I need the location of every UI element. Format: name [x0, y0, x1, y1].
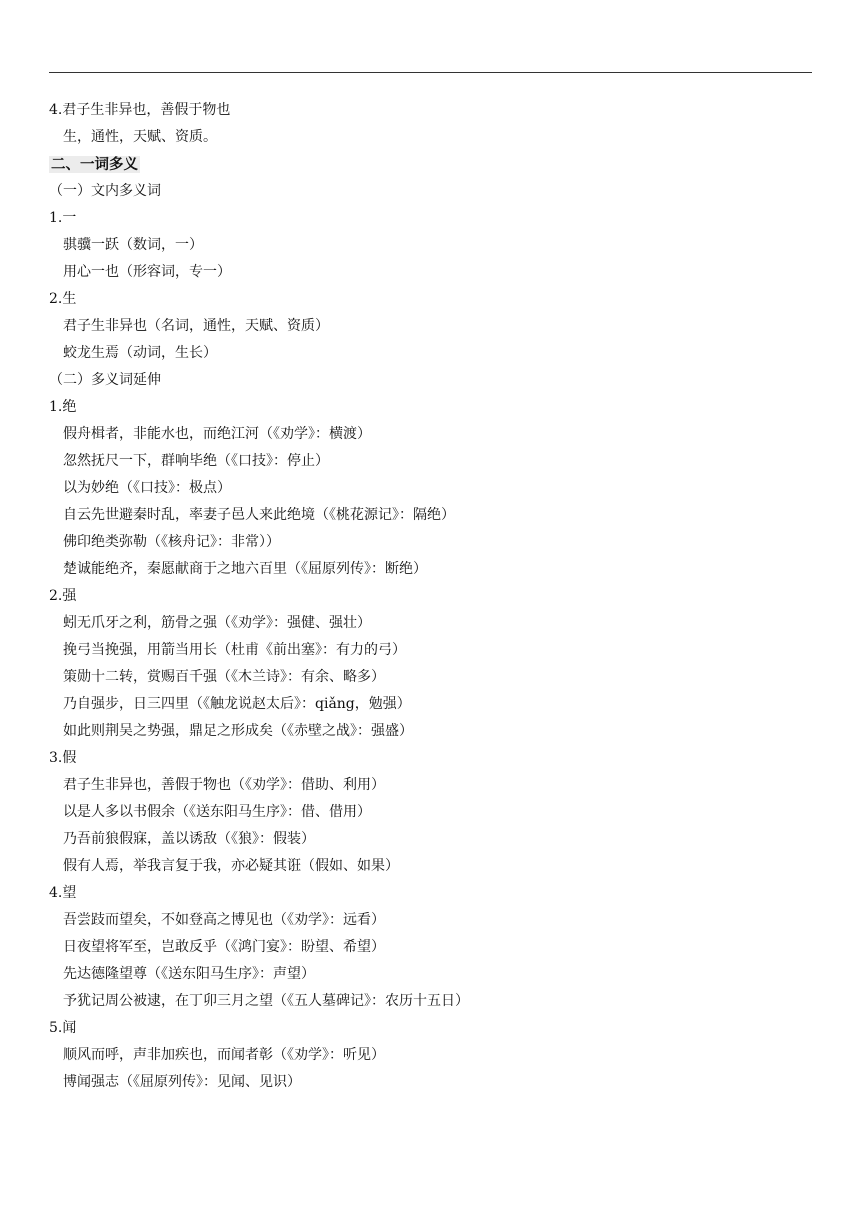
item-4-note: 生，通性，天赋、资质。	[63, 129, 217, 145]
example-line: 博闻强志（《屈原列传》：见闻、见识）	[63, 1074, 301, 1090]
example-line: 君子生非异也，善假于物也（《劝学》：借助、利用）	[63, 777, 385, 793]
example-line: 予犹记周公被逮，在丁卯三月之望（《五人墓碑记》：农历十五日）	[63, 993, 469, 1009]
example-line: 假有人焉，举我言复于我，亦必疑其诳（假如、如果）	[63, 858, 399, 874]
section-heading	[49, 151, 819, 178]
subsection-title-1: （一）文内多义词	[49, 183, 161, 199]
example-line: 挽弓当挽强，用箭当用长（杜甫《前出塞》：有力的弓）	[63, 642, 406, 658]
example-line: 假舟楫者，非能水也，而绝江河（《劝学》：横渡）	[63, 426, 371, 442]
header-rule	[49, 72, 812, 73]
example-line: 楚诚能绝齐，秦愿献商于之地六百里（《屈原列传》：断绝）	[63, 561, 427, 577]
example-line: 日夜望将军至，岂敢反乎（《鸿门宴》：盼望、希望）	[63, 939, 385, 955]
example-line: 以是人多以书假余（《送东阳马生序》：借、借用）	[63, 804, 371, 820]
word-title: 2.强	[49, 588, 77, 604]
example-line: 策勋十二转，赏赐百千强（《木兰诗》：有余、略多）	[63, 669, 385, 685]
example-line: 蛟龙生焉（动词，生长）	[63, 345, 217, 361]
example-line: 如此则荆吴之势强，鼎足之形成矣（《赤壁之战》：强盛）	[63, 723, 413, 739]
example-line: 用心一也（形容词，专一）	[63, 264, 231, 280]
subsection-title-2: （二）多义词延伸	[49, 372, 161, 388]
example-line: 蚓无爪牙之利，筋骨之强（《劝学》：强健、强壮）	[63, 615, 371, 631]
example-line: 顺风而呼，声非加疾也，而闻者彰（《劝学》：听见）	[63, 1047, 385, 1063]
example-line: 乃吾前狼假寐，盖以诱敌（《狼》：假装）	[63, 831, 315, 847]
example-line: 吾尝跂而望矣，不如登高之博见也（《劝学》：远看）	[63, 912, 385, 928]
example-line: 先达德隆望尊（《送东阳马生序》：声望）	[63, 966, 315, 982]
document-body	[49, 97, 819, 1096]
example-line: 乃自强步，日三四里（《触龙说赵太后》：qiǎng，勉强）	[63, 696, 411, 712]
section-heading-text: 二、一词多义	[51, 156, 138, 173]
word-title: 1.一	[49, 210, 77, 226]
item-4-title: 4.君子生非异也，善假于物也	[49, 102, 231, 118]
word-title: 3.假	[49, 750, 77, 766]
example-line: 骐骥一跃（数词，一）	[63, 237, 203, 253]
example-line: 忽然抚尺一下，群响毕绝（《口技》：停止）	[63, 453, 329, 469]
word-title: 1.绝	[49, 399, 77, 415]
example-line: 自云先世避秦时乱，率妻子邑人来此绝境（《桃花源记》：隔绝）	[63, 507, 455, 523]
word-title: 5.闻	[49, 1020, 77, 1036]
word-title: 4.望	[49, 885, 77, 901]
example-line: 以为妙绝（《口技》：极点）	[63, 480, 231, 496]
example-line: 君子生非异也（名词，通性，天赋、资质）	[63, 318, 329, 334]
word-title: 2.生	[49, 291, 77, 307]
example-line: 佛印绝类弥勒（《核舟记》：非常））	[63, 534, 280, 550]
